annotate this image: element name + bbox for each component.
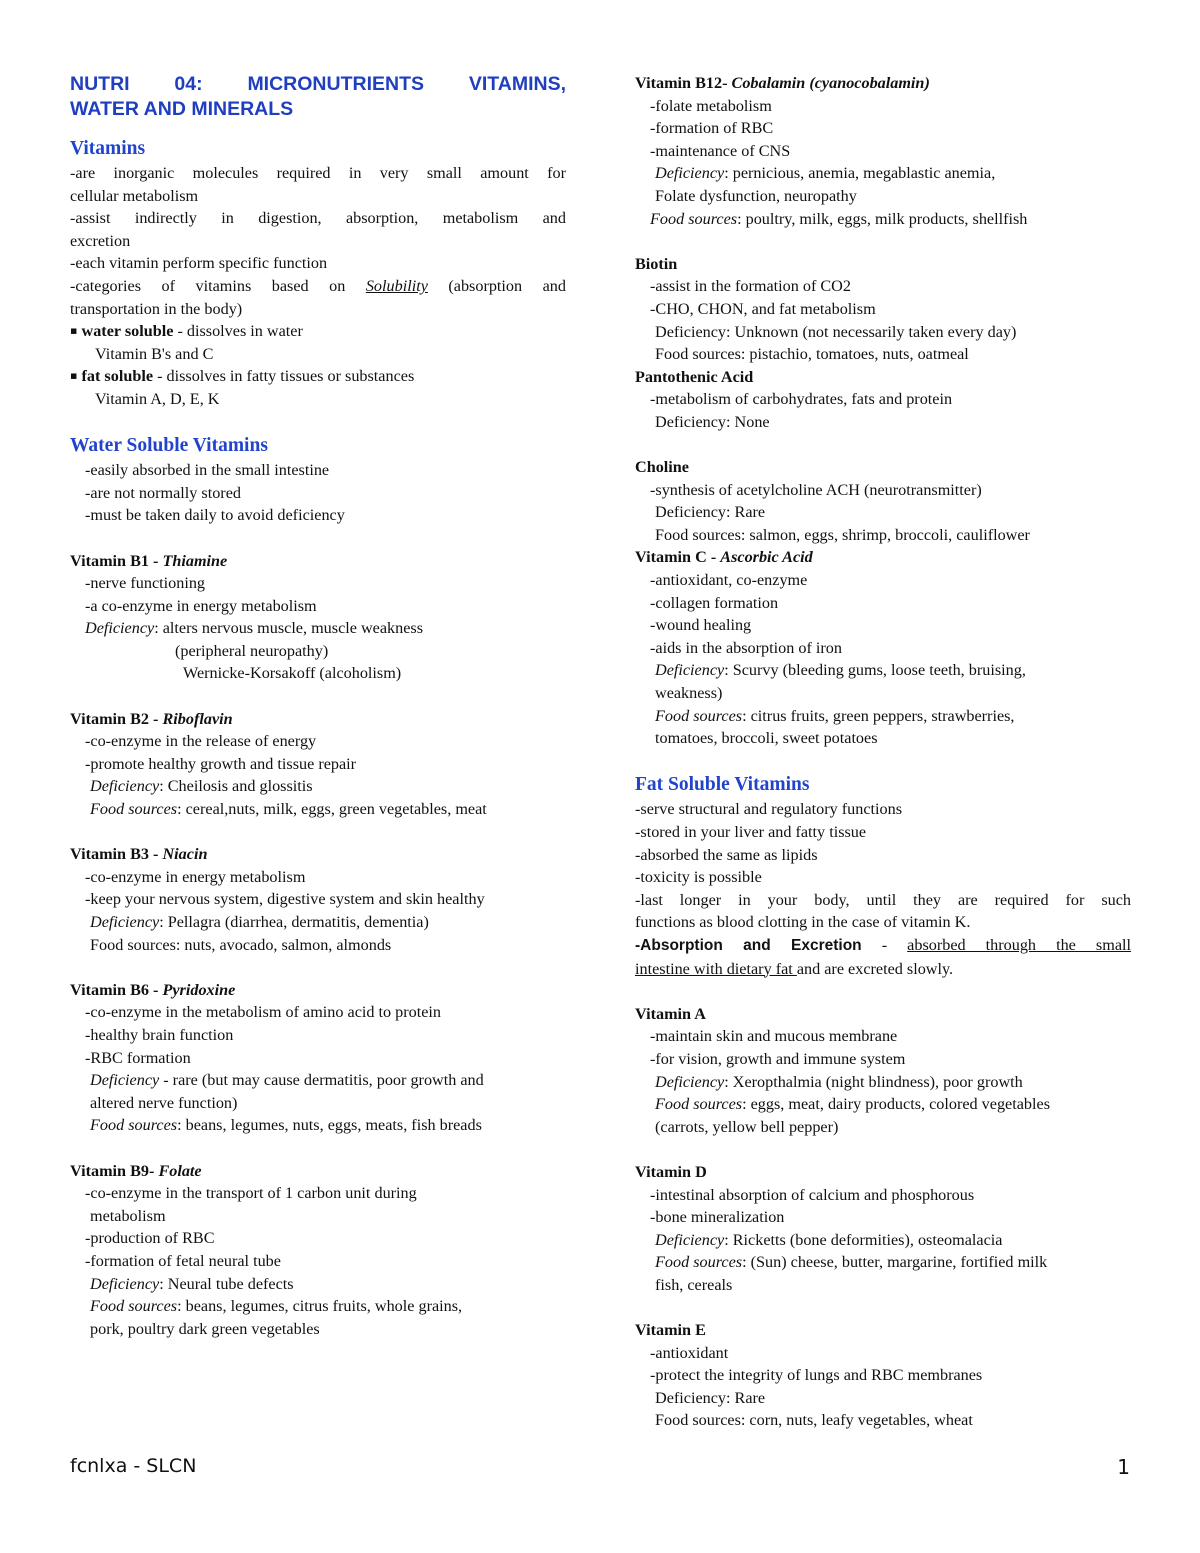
left-column xyxy=(70,72,566,1340)
fat-soluble-section: Fat Soluble Vitamins -serve structural and regulatory functions -stored in your liver and fatty tissue -absorbed the same as lipids -toxicity is possible -last longer in your body, until they are required for such functions as blood clotting in the case of vitamin K. -Absorption and Excretion - absorbed through the small intestine with dietary fat and are excreted slowly. xyxy=(635,774,1131,978)
vitamin-b9-heading: Vitamin B9- Folate xyxy=(70,1161,202,1180)
footer-author: fcnlxa - SLCN xyxy=(70,1455,197,1477)
vitamin-e-block: Vitamin E -antioxidant -protect the integrity of lungs and RBC membranes Deficiency: Rare Food sources: corn, nuts, leafy vegetables, wheat xyxy=(635,1319,1131,1432)
biotin-heading: Biotin xyxy=(635,254,678,273)
vitamin-c-block: Vitamin C - Ascorbic Acid -antioxidant, co-enzyme -collagen formation -wound healing -aids in the absorption of iron Deficiency: Scurvy (bleeding gums, loose teeth, bruising, weakness) Food sources: citrus fruits, green peppers, strawberries, tomatoes, broccoli, sweet potatoes xyxy=(635,546,1131,749)
pantothenic-acid-block: Pantothenic Acid -metabolism of carbohydrates, fats and protein Deficiency: None xyxy=(635,366,1131,434)
vitamin-a-heading: Vitamin A xyxy=(635,1004,706,1023)
vitamin-b6-block: Vitamin B6 - Pyridoxine -co-enzyme in the metabolism of amino acid to protein -healthy brain function -RBC formation Deficiency - rare (but may cause dermatitis, poor growth and altered nerve function) Food sources: beans, legumes, nuts, eggs, meats, fish breads xyxy=(70,979,566,1137)
choline-heading: Choline xyxy=(635,458,689,477)
vitamin-b1-block: Vitamin B1 - Thiamine -nerve functioning -a co-enzyme in energy metabolism Deficiency: alters nervous muscle, muscle weakness (peripheral neuropathy) Wernicke-Korsakoff (alcoholism) xyxy=(70,550,566,686)
water-soluble-bullet: ▪ water soluble - dissolves in water xyxy=(70,322,303,341)
document-title: NUTRI 04: MICRONUTRIENTS VITAMINS, WATER AND MINERALS xyxy=(70,73,566,120)
vitamin-b12-block: Vitamin B12- Cobalamin (cyanocobalamin) -folate metabolism -formation of RBC -maintenance of CNS Deficiency: pernicious, anemia, megablastic anemia, Folate dysfunction, neuropathy Food sources: poultry, milk, eggs, milk products, shellfish xyxy=(635,72,1131,230)
biotin-block: Biotin -assist in the formation of CO2 -CHO, CHON, and fat metabolism Deficiency: Unknown (not necessarily taken every day) Food sources: pistachio, tomatoes, nuts, oatmeal xyxy=(635,253,1131,366)
choline-block: Choline -synthesis of acetylcholine ACH (neurotransmitter) Deficiency: Rare Food sources: salmon, eggs, shrimp, broccoli, cauliflower xyxy=(635,456,1131,546)
vitamin-b2-block: Vitamin B2 - Riboflavin -co-enzyme in the release of energy -promote healthy growth and tissue repair Deficiency: Cheilosis and glossitis Food sources: cereal,nuts, milk, eggs, green vegetables, meat xyxy=(70,708,566,821)
fat-soluble-bullet: ▪ fat soluble - dissolves in fatty tissues or substances xyxy=(70,367,415,386)
water-soluble-section: Water Soluble Vitamins -easily absorbed in the small intestine -are not normally stored -must be taken daily to avoid deficiency xyxy=(70,433,566,527)
vitamin-d-heading: Vitamin D xyxy=(635,1162,707,1181)
vitamin-b3-heading: Vitamin B3 - Niacin xyxy=(70,845,208,864)
vitamins-section: Vitamins -are inorganic molecules required in very small amount for cellular metabolism -assist indirectly in digestion, absorption, metabolism and excretion -each vitamin perform specific function -categories of vitamins based on Solubility (absorption and transportation in the body) ▪ water soluble - dissolves in water Vitamin B's and C ▪ fat soluble - dissolves in fatty tissues or substances Vitamin A, D, E, K xyxy=(70,138,566,408)
absorption-excretion-line: -Absorption and Excretion - absorbed through the small xyxy=(635,935,1131,954)
bullet-icon: ▪ xyxy=(70,369,78,383)
right-column xyxy=(635,72,1131,1432)
pantothenic-acid-heading: Pantothenic Acid xyxy=(635,367,754,386)
vitamin-e-heading: Vitamin E xyxy=(635,1321,706,1340)
vitamin-b6-heading: Vitamin B6 - Pyridoxine xyxy=(70,980,236,999)
solubility-line: -categories of vitamins based on Solubility (absorption and xyxy=(70,276,566,295)
vitamins-heading: Vitamins xyxy=(70,138,146,159)
vitamin-b2-heading: Vitamin B2 - Riboflavin xyxy=(70,709,233,728)
vitamin-d-block: Vitamin D -intestinal absorption of calcium and phosphorous -bone mineralization Deficiency: Ricketts (bone deformities), osteomalacia Food sources: (Sun) cheese, butter, margarine, fortified milk fish, cereals xyxy=(635,1161,1131,1297)
vitamin-b1-heading: Vitamin B1 - Thiamine xyxy=(70,551,228,570)
page-number: 1 xyxy=(1117,1455,1130,1479)
vitamin-a-block: Vitamin A -maintain skin and mucous membrane -for vision, growth and immune system Deficiency: Xeropthalmia (night blindness), poor growth Food sources: eggs, meat, dairy products, colored vegetables (carrots, yellow bell pepper) xyxy=(635,1003,1131,1139)
water-soluble-heading: Water Soluble Vitamins xyxy=(70,435,268,457)
vitamin-c-heading: Vitamin C - Ascorbic Acid xyxy=(635,548,813,567)
bullet-icon: ▪ xyxy=(70,324,78,338)
vitamin-b3-block: Vitamin B3 - Niacin -co-enzyme in energy metabolism -keep your nervous system, digestive system and skin healthy Deficiency: Pellagra (diarrhea, dermatitis, dementia) Food sources: nuts, avocado, salmon, almonds xyxy=(70,843,566,956)
vitamin-b12-heading: Vitamin B12- Cobalamin (cyanocobalamin) xyxy=(635,74,930,92)
vitamin-b9-block: Vitamin B9- Folate -co-enzyme in the transport of 1 carbon unit during metabolism -production of RBC -formation of fetal neural tube Deficiency: Neural tube defects Food sources: beans, legumes, citrus fruits, whole grains, pork, poultry dark green vegetables xyxy=(70,1160,566,1341)
fat-soluble-heading: Fat Soluble Vitamins xyxy=(635,774,810,796)
